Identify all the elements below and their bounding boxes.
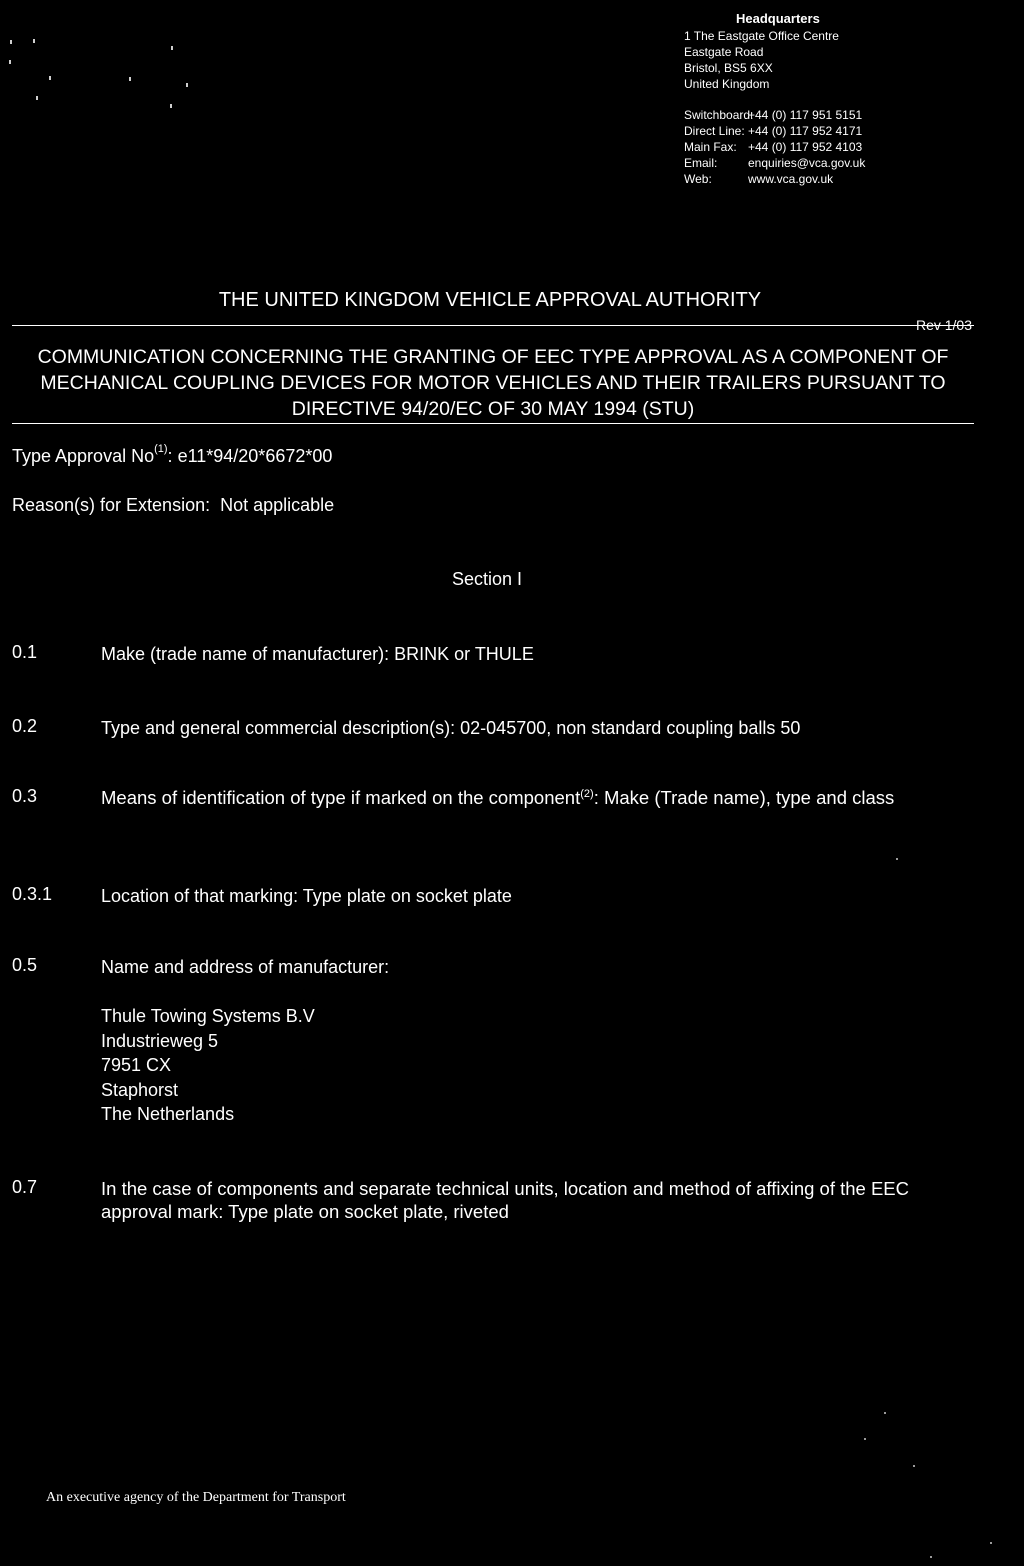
item-text-part: Means of identification of type if marked on the component xyxy=(101,787,581,808)
contact-label: Switchboard: xyxy=(684,108,754,122)
address-line: Eastgate Road xyxy=(684,45,764,59)
scan-speck xyxy=(864,1438,866,1440)
scan-speck xyxy=(884,1412,886,1414)
divider xyxy=(12,325,974,326)
item-number: 0.1 xyxy=(12,642,38,662)
item-text-part: : Make (Trade name), type and class xyxy=(593,787,895,808)
extension-label: Reason(s) for Extension: xyxy=(12,495,211,515)
scan-speck xyxy=(896,858,898,860)
item-number: 0.3.1 xyxy=(12,884,53,904)
divider xyxy=(12,423,974,424)
item-text: Type and general commercial description(s): 02-045700, non standard coupling balls 50 xyxy=(101,718,801,738)
contact-label: Direct Line: xyxy=(684,124,745,138)
item-number: 0.2 xyxy=(12,716,38,736)
scan-speck xyxy=(9,60,11,64)
scan-speck xyxy=(10,40,12,44)
communication-title: COMMUNICATION CONCERNING THE GRANTING OF EEC TYPE APPROVAL AS A COMPONENT OF MECHANICAL COUPLING DEVICES FOR MOTOR VEHICLES AND THEIR TRAILERS PURSUANT TO DIRECTIVE 94/20/EC OF 30 MAY 1994 (STU) xyxy=(37,346,949,420)
manufacturer-address xyxy=(101,1004,315,1127)
item-number: 0.3 xyxy=(12,786,38,806)
colon: : xyxy=(167,446,178,466)
scan-speck xyxy=(129,77,131,81)
letterhead-title: Headquarters xyxy=(736,11,820,26)
item-text: In the case of components and separate technical units, location and method of affixing of the EEC approval mark: Type plate on socket plate, riveted xyxy=(101,1178,910,1222)
scan-speck xyxy=(49,76,51,80)
manufacturer-line: Industrieweg 5 xyxy=(101,1030,219,1051)
item-text: Make (trade name of manufacturer): BRINK or THULE xyxy=(101,644,534,664)
address-line: United Kingdom xyxy=(684,77,770,91)
item-text: Location of that marking: Type plate on socket plate xyxy=(101,886,512,906)
contact-label: Web: xyxy=(684,172,712,186)
extension-field xyxy=(12,495,334,516)
contact-value: +44 (0) 117 951 5151 xyxy=(748,108,863,122)
scan-speck xyxy=(36,96,38,100)
contact-label: Email: xyxy=(684,156,718,170)
footnote-ref: (2) xyxy=(580,788,594,800)
scan-speck xyxy=(186,83,188,87)
contact-web[interactable]: www.vca.gov.uk xyxy=(748,172,834,186)
manufacturer-line: Thule Towing Systems B.V xyxy=(101,1006,315,1026)
scan-speck xyxy=(33,39,35,43)
address-line: 1 The Eastgate Office Centre xyxy=(684,29,839,43)
type-approval-field xyxy=(12,443,333,467)
section-heading: Section I xyxy=(452,569,523,589)
address-line: Bristol, BS5 6XX xyxy=(684,61,773,75)
contact-value: +44 (0) 117 952 4171 xyxy=(748,124,863,138)
scan-speck xyxy=(913,1465,915,1467)
item-text: Name and address of manufacturer: xyxy=(101,957,390,977)
extension-value: Not applicable xyxy=(220,495,335,515)
item-number: 0.5 xyxy=(12,955,38,975)
item-number: 0.7 xyxy=(12,1177,38,1197)
manufacturer-line: The Netherlands xyxy=(101,1104,235,1124)
footnote-ref: (1) xyxy=(154,443,168,455)
scan-speck xyxy=(170,104,172,108)
item-text xyxy=(101,786,981,809)
scan-speck xyxy=(990,1542,992,1544)
contact-label: Main Fax: xyxy=(684,140,737,154)
type-approval-label: Type Approval No xyxy=(12,446,155,466)
contact-email[interactable]: enquiries@vca.gov.uk xyxy=(748,156,866,170)
scan-speck xyxy=(171,46,173,50)
footer-note: An executive agency of the Department for Transport xyxy=(46,1490,346,1505)
manufacturer-line: Staphorst xyxy=(101,1079,179,1100)
scan-speck xyxy=(930,1556,932,1558)
contact-value: +44 (0) 117 952 4103 xyxy=(748,140,863,154)
type-approval-value: e11*94/20*6672*00 xyxy=(177,446,333,466)
revision-label: Rev 1/03 xyxy=(915,317,972,333)
authority-heading: THE UNITED KINGDOM VEHICLE APPROVAL AUTHORITY xyxy=(218,289,762,311)
manufacturer-line: 7951 CX xyxy=(101,1055,172,1075)
